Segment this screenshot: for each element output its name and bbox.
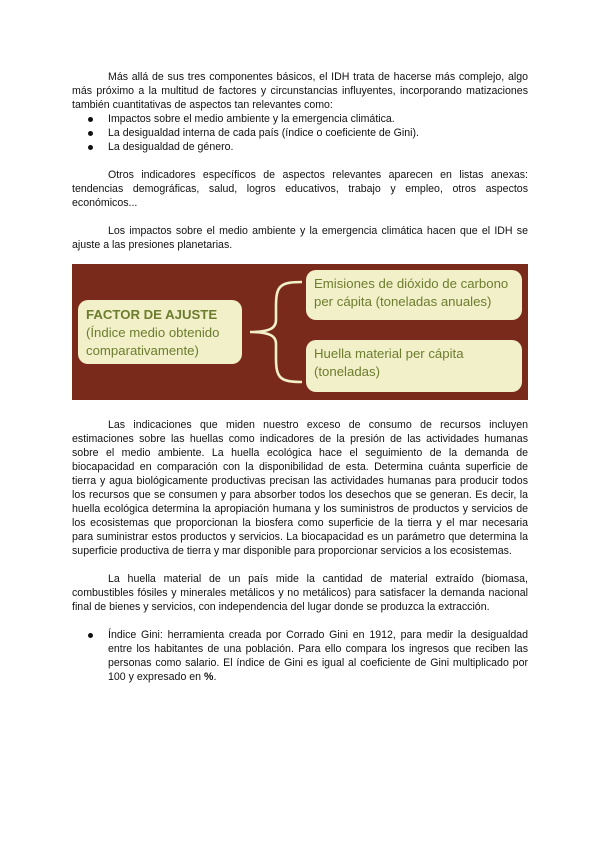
- list-item: La desigualdad de género.: [72, 140, 528, 154]
- material-footprint-box: Huella material per cápita (toneladas): [306, 340, 522, 392]
- paragraph-other-indicators: Otros indicadores específicos de aspectos relevantes aparecen en listas anexas: tendencias demográficas, salud, logros educativos, trabajo y empleo, otros aspectos económicos...: [72, 169, 528, 209]
- gini-text: Índice Gini: herramienta creada por Corrado Gini en 1912, para medir la desigualdad entre los habitantes de una población. Para ello compara los ingresos que reciben las personas como salario. El índice de Gini es igual al coeficiente de Gini multiplicado por 100 y expresado en: [108, 629, 528, 683]
- brace-shape: [246, 270, 308, 394]
- factor-title: FACTOR DE AJUSTE: [86, 307, 218, 322]
- list-item: Impactos sobre el medio ambiente y la emergencia climática.: [72, 112, 528, 126]
- paragraph-impacts: Los impactos sobre el medio ambiente y la emergencia climática hacen que el IDH se ajuste a las presiones planetarias.: [72, 225, 528, 251]
- bullet-list-aspects: [72, 112, 528, 154]
- percent-symbol: %: [204, 671, 214, 683]
- factor-subtitle: (Índice medio obtenido comparativamente): [86, 325, 220, 358]
- paragraph-footprints: Las indicaciones que miden nuestro exceso de consumo de recursos incluyen estimaciones sobre las huellas como indicadores de la presión de las actividades humanas sobre el medio ambiente. La huella ecológica hace el seguimiento de la demanda de biocapacidad en comparación con la disponibilidad de esta. Determina cuánta superficie de tierra y agua biológicamente productivas precisan las actividades humanas para producir todos los recursos que se consumen y para absorber todos los desechos que se generan. Es decir, la huella ecológica determina la apropiación humana y los suministros de productos y servicios de los ecosistemas que proporcionan la biosfera como superficie de la tierra y el mar necesaria para suministrar estos productos y servicios. La biocapacidad es un parámetro que determina la superficie productiva de tierra y mar disponible para proporcionar servicios a los ecosistemas.: [72, 419, 528, 557]
- factor-box: [78, 300, 242, 364]
- paragraph-intro: Más allá de sus tres componentes básicos, el IDH trata de hacerse más complejo, algo más próximo a la multitud de factores y circunstancias influyentes, incorporando matizaciones también cuantitativas de aspectos tan relevantes como:: [72, 71, 528, 111]
- paragraph-material-footprint: La huella material de un país mide la cantidad de material extraído (biomasa, combustibles fósiles y minerales metálicos y no metálicos) para satisfacer la demanda nacional final de bienes y servicios, con independencia del lugar donde se produzca la extracción.: [72, 573, 528, 613]
- bullet-list-gini: [72, 628, 528, 684]
- adjustment-factor-diagram: [72, 264, 528, 400]
- gini-end: .: [213, 671, 217, 683]
- list-item: La desigualdad interna de cada país (índice o coeficiente de Gini).: [72, 126, 528, 140]
- document-page: [72, 70, 528, 684]
- list-item-gini: [72, 628, 528, 684]
- co2-emissions-box: Emisiones de dióxido de carbono per cápita (toneladas anuales): [306, 270, 522, 320]
